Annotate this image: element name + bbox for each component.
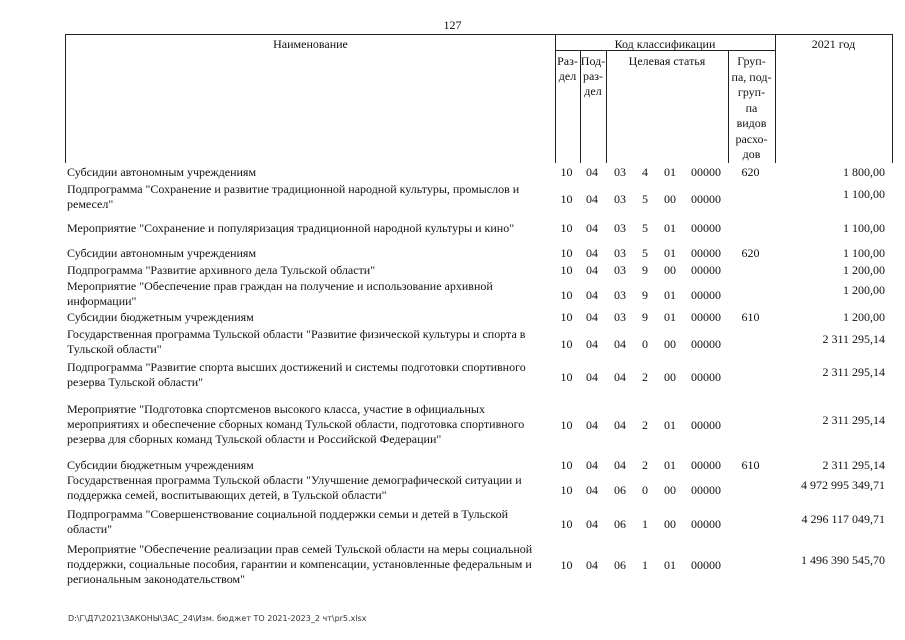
row-code-t4: 00000: [691, 558, 721, 572]
row-code-vr: 620: [741, 246, 760, 260]
row-code-t4: 00000: [691, 482, 721, 497]
row-code-t4: 00000: [691, 418, 721, 432]
row-name: Мероприятие "Обеспечение прав граждан на получение и использование архивной информации": [67, 279, 493, 308]
row-code-t1: 03: [614, 165, 626, 179]
row-code-t4: 00000: [691, 310, 721, 324]
row-code-vr: 620: [741, 165, 760, 179]
row-name: Субсидии автономным учреждениям: [67, 165, 257, 179]
row-amount: 1 100,00: [843, 246, 885, 260]
row-code-pr: 04: [586, 191, 598, 206]
row-code-t2: 9: [642, 263, 648, 277]
table-row: [65, 542, 891, 587]
row-code-pr: 04: [586, 336, 598, 351]
row-amount: 1 200,00: [843, 263, 885, 277]
row-amount: 1 200,00: [843, 282, 885, 297]
row-name: Субсидии бюджетным учреждениям: [67, 310, 254, 324]
row-code-rz: 10: [560, 221, 573, 235]
row-amount: 1 100,00: [843, 221, 885, 235]
row-code-rz: 10: [560, 310, 573, 324]
row-code-rz: 10: [560, 458, 573, 472]
table-header: [65, 34, 893, 163]
row-code-vr: 610: [741, 458, 760, 472]
table-row: [65, 507, 891, 539]
row-code-rz: 10: [560, 369, 573, 384]
table-row: [65, 182, 891, 214]
row-name: Подпрограмма "Совершенствование социальной поддержки семьи и детей в Тульской области": [67, 507, 508, 536]
header-code: Код классификации: [614, 37, 716, 51]
file-path-footer: D:\Г\Д7\2021\ЗАКОНЫ\ЗАС_24\Изм. бюджет ТО 2021-2023_2 чт\pr5.xlsx: [68, 614, 367, 623]
header-podrazdel: Под- раз- дел: [580, 54, 606, 98]
row-code-t2: 4: [642, 165, 648, 179]
table-row: [65, 360, 891, 392]
row-code-t2: 9: [642, 287, 648, 302]
row-code-pr: 04: [586, 516, 598, 531]
page-number: 127: [443, 18, 462, 32]
row-code-pr: 04: [586, 287, 598, 302]
row-code-t4: 00000: [691, 263, 721, 277]
table-row: [65, 246, 891, 261]
header-group: Груп- па, под- груп- па видов расхо- дов: [731, 54, 772, 161]
row-name: Мероприятие "Обеспечение реализации прав семей Тульской области на меры социальной поддержки, социальные пособия, гарантии и компенсации, установленные федеральным и региональным законодательством": [67, 542, 533, 586]
row-code-t3: 00: [664, 263, 676, 277]
row-code-t1: 03: [614, 221, 626, 235]
row-code-t1: 03: [614, 287, 626, 302]
row-amount: 1 496 390 545,70: [801, 553, 885, 567]
row-name: Подпрограмма "Сохранение и развитие традиционной народной культуры, промыслов и ремесел": [67, 182, 520, 211]
row-code-t1: 04: [614, 336, 626, 351]
row-amount: 2 311 295,14: [822, 331, 885, 346]
row-amount: 2 311 295,14: [822, 364, 885, 379]
row-code-rz: 10: [560, 246, 573, 260]
row-code-t2: 9: [642, 310, 648, 324]
row-code-rz: 10: [560, 418, 573, 432]
row-code-t4: 00000: [691, 246, 721, 260]
row-code-pr: 04: [586, 246, 598, 260]
row-code-rz: 10: [560, 336, 573, 351]
row-code-t2: 0: [642, 482, 648, 497]
row-code-pr: 04: [586, 263, 598, 277]
row-amount: 2 311 295,14: [822, 413, 885, 427]
header-target: Целевая статья: [628, 54, 706, 68]
row-code-t3: 00: [664, 516, 676, 531]
row-code-t4: 00000: [691, 336, 721, 351]
row-code-pr: 04: [586, 482, 598, 497]
table-row: [65, 165, 891, 180]
row-code-t1: 03: [614, 246, 626, 260]
row-code-t1: 04: [614, 369, 626, 384]
row-name: Государственная программа Тульской области "Развитие физической культуры и спорта в Тульской области": [67, 327, 526, 356]
row-amount: 1 100,00: [843, 186, 885, 201]
row-amount: 1 800,00: [843, 165, 885, 179]
row-code-rz: 10: [560, 165, 573, 179]
row-code-t3: 01: [664, 287, 676, 302]
row-code-t4: 00000: [691, 191, 721, 206]
row-code-pr: 04: [586, 310, 598, 324]
row-amount: 2 311 295,14: [822, 458, 885, 472]
row-code-t1: 03: [614, 310, 626, 324]
row-code-t3: 01: [664, 165, 676, 179]
row-code-t2: 0: [642, 336, 648, 351]
row-code-t1: 03: [614, 263, 626, 277]
row-code-t3: 01: [664, 458, 676, 472]
table-row: [65, 402, 891, 447]
row-code-t1: 03: [614, 191, 626, 206]
row-code-t3: 00: [664, 369, 676, 384]
table-row: [65, 327, 891, 359]
row-code-t3: 01: [664, 418, 676, 432]
table-row: [65, 263, 891, 278]
header-year: 2021 год: [811, 37, 856, 51]
row-code-t4: 00000: [691, 165, 721, 179]
row-name: Подпрограмма "Развитие спорта высших достижений и системы подготовки спортивного резерва Тульской области": [67, 360, 526, 389]
row-code-t2: 5: [642, 246, 648, 260]
row-name: Субсидии бюджетным учреждениям: [67, 458, 254, 472]
row-code-t4: 00000: [691, 516, 721, 531]
row-code-t3: 00: [664, 336, 676, 351]
row-code-t4: 00000: [691, 221, 721, 235]
row-code-t2: 2: [642, 418, 648, 432]
row-code-pr: 04: [586, 165, 598, 179]
row-code-t3: 00: [664, 482, 676, 497]
row-code-t2: 5: [642, 191, 648, 206]
row-code-pr: 04: [586, 418, 598, 432]
row-code-rz: 10: [560, 191, 573, 206]
header-razdel: Раз- дел: [557, 54, 578, 83]
table-row: [65, 458, 891, 473]
row-code-t2: 1: [642, 516, 648, 531]
row-name: Подпрограмма "Развитие архивного дела Тульской области": [67, 263, 376, 277]
row-code-pr: 04: [586, 558, 598, 572]
row-code-vr: 610: [741, 310, 760, 324]
row-name: Мероприятие "Сохранение и популяризация традиционной народной культуры и кино": [67, 221, 515, 235]
row-code-t3: 01: [664, 558, 676, 572]
row-code-rz: 10: [560, 558, 573, 572]
row-amount: 4 972 995 349,71: [801, 477, 885, 492]
row-code-t4: 00000: [691, 369, 721, 384]
row-amount: 4 296 117 049,71: [801, 511, 885, 526]
row-code-t1: 06: [614, 558, 626, 572]
row-code-rz: 10: [560, 482, 573, 497]
row-code-t2: 2: [642, 458, 648, 472]
row-code-pr: 04: [586, 221, 598, 235]
table-row: [65, 221, 891, 236]
row-code-t3: 01: [664, 310, 676, 324]
row-code-rz: 10: [560, 516, 573, 531]
table-row: [65, 279, 891, 309]
row-code-t2: 5: [642, 221, 648, 235]
row-code-rz: 10: [560, 263, 573, 277]
row-name: Мероприятие "Подготовка спортсменов высокого класса, участие в официальных мероприятиях и обеспечение сборных команд Тульской области, подготовка спортивного резерва для сборных команд Тульской области и Российской Федерации": [67, 402, 525, 446]
row-name: Государственная программа Тульской области "Улучшение демографической ситуации и поддержка семей, воспитывающих детей, в Тульской области": [67, 473, 522, 502]
table-row: [65, 310, 891, 325]
row-code-rz: 10: [560, 287, 573, 302]
row-code-t1: 06: [614, 516, 626, 531]
row-code-t2: 1: [642, 558, 648, 572]
row-code-t1: 06: [614, 482, 626, 497]
row-code-t3: 01: [664, 221, 676, 235]
row-name: Субсидии автономным учреждениям: [67, 246, 257, 260]
row-code-t4: 00000: [691, 287, 721, 302]
row-code-t3: 00: [664, 191, 676, 206]
row-amount: 1 200,00: [843, 310, 885, 324]
header-name: Наименование: [273, 37, 348, 51]
row-code-pr: 04: [586, 369, 598, 384]
row-code-t1: 04: [614, 418, 626, 432]
row-code-t2: 2: [642, 369, 648, 384]
row-code-pr: 04: [586, 458, 598, 472]
table-row: [65, 473, 891, 505]
row-code-t3: 01: [664, 246, 676, 260]
row-code-t4: 00000: [691, 458, 721, 472]
row-code-t1: 04: [614, 458, 626, 472]
